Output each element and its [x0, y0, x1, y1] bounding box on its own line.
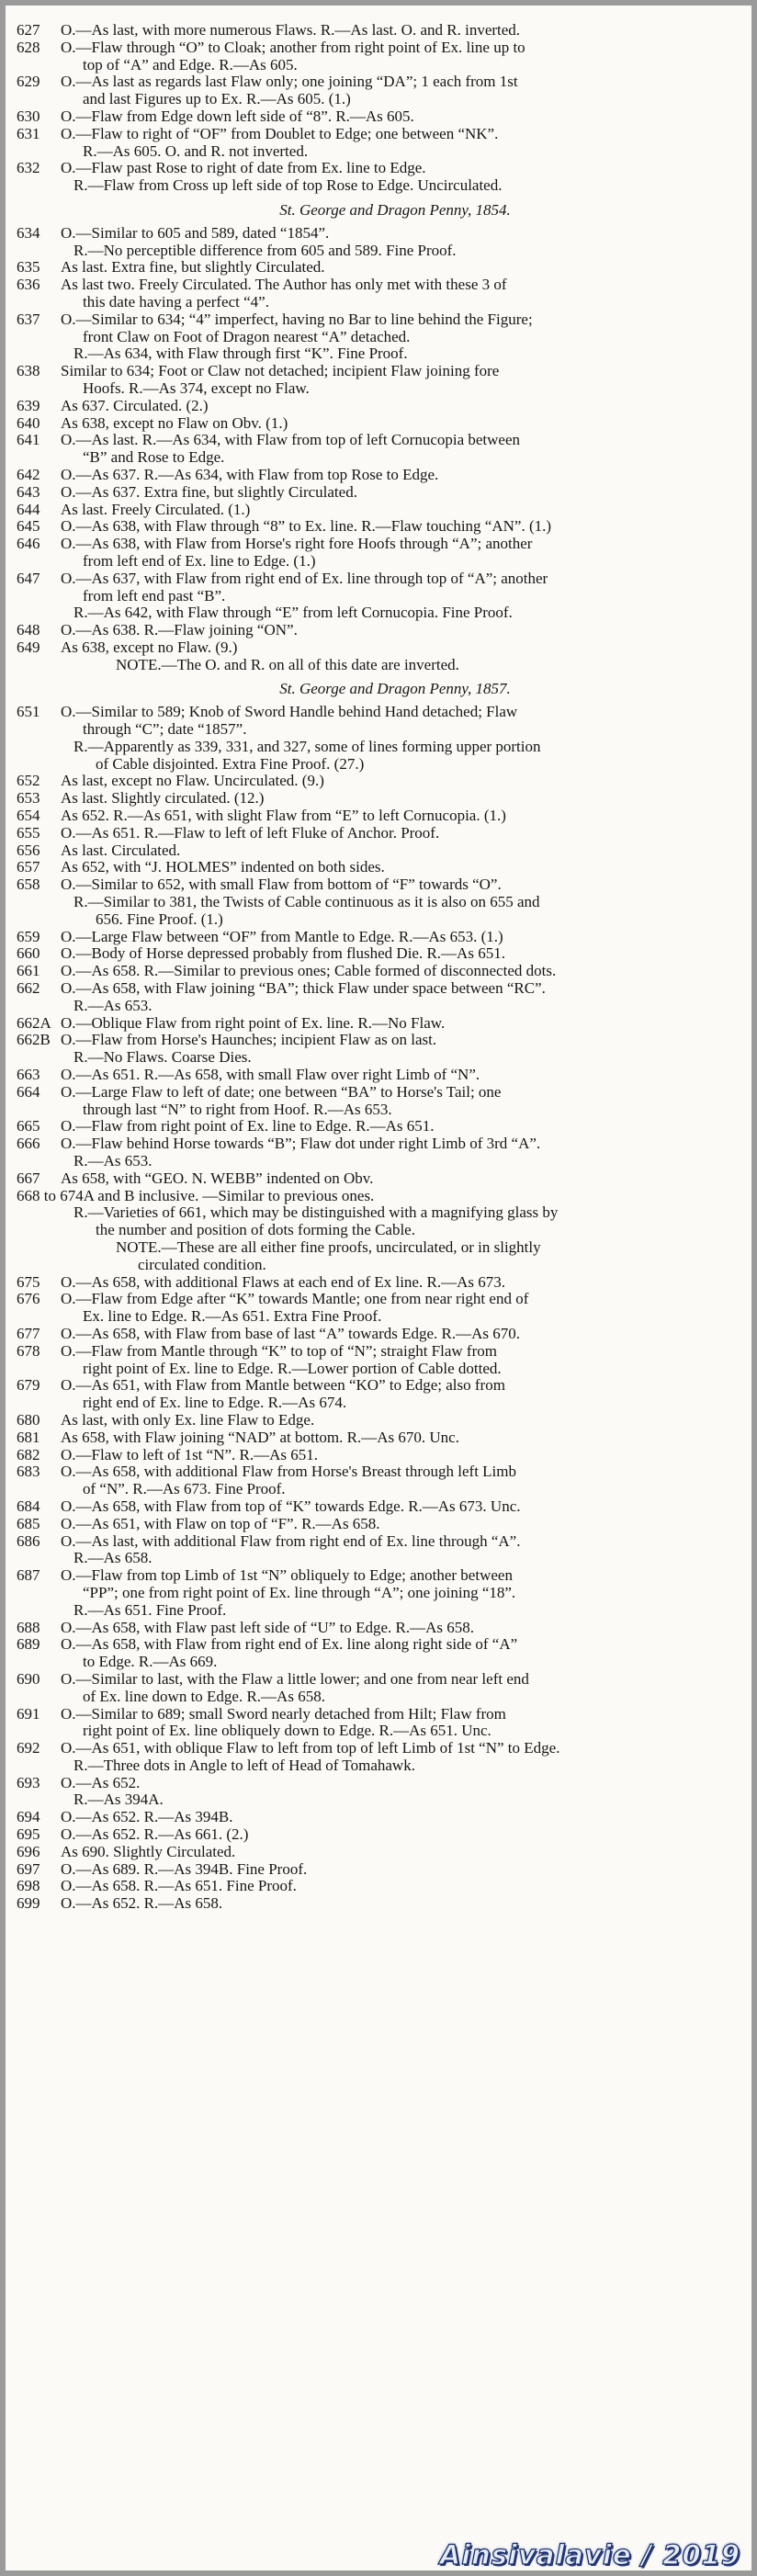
- entry-text-line: R.—No perceptible difference from 605 and 589. Fine Proof.: [73, 241, 457, 259]
- entry-number: 647: [17, 569, 40, 587]
- entry-text-line: O.—As last. R.—As 634, with Flaw from top of left Cornucopia between: [61, 431, 521, 449]
- entry-continuation: [17, 1757, 737, 1775]
- catalogue-entry: [17, 1775, 737, 1792]
- entry-number: 666: [17, 1135, 40, 1153]
- catalogue-entry: [17, 1084, 737, 1119]
- catalogue-entry: [17, 484, 737, 502]
- entry-number: 696: [17, 1842, 40, 1860]
- catalogue-entry: [17, 1326, 737, 1343]
- entry-number: 661: [17, 962, 40, 980]
- catalogue-entry: [17, 225, 737, 243]
- entry-text-line: Ex. line to Edge. R.—As 651. Extra Fine Proof.: [83, 1307, 382, 1326]
- catalogue-entry: [17, 571, 737, 605]
- entry-number: 654: [17, 807, 40, 825]
- entry-number: 646: [17, 535, 40, 553]
- entry-continuation: [17, 345, 737, 363]
- entry-text-line: O.—As last, with more numerous Flaws. R.—As last. O. and R. inverted.: [61, 21, 521, 39]
- entry-continuation: [17, 998, 737, 1015]
- entry-number: 692: [17, 1739, 40, 1757]
- entry-number: 678: [17, 1341, 40, 1360]
- entry-number: 699: [17, 1894, 40, 1913]
- entry-number: 656: [17, 841, 40, 859]
- entry-number: 642: [17, 465, 40, 483]
- entry-number: 663: [17, 1066, 40, 1084]
- entry-number: 631: [17, 124, 40, 142]
- entry-text-line: As 652, with “J. HOLMES” indented on both sides.: [61, 858, 385, 876]
- catalogue-entry: [17, 1343, 737, 1378]
- entry-text-line: through last “N” to right from Hoof. R.—As 653.: [83, 1100, 392, 1118]
- entry-text-line: R.—As 634, with Flaw through first “K”. Fine Proof.: [73, 345, 408, 363]
- entry-number: 677: [17, 1324, 40, 1342]
- catalogue-entry: [17, 108, 737, 126]
- entry-text-line: O.—As 658. R.—Similar to previous ones; Cable formed of disconnected dots.: [61, 962, 557, 980]
- entry-text-line: O.—As last as regards last Flaw only; one joining “DA”; 1 each from 1st: [61, 73, 518, 91]
- entry-number: 676: [17, 1290, 40, 1308]
- entry-text-line: O.—As 638, with Flaw from Horse's right fore Hoofs through “A”; another: [61, 535, 533, 553]
- catalogue-entry: [17, 1636, 737, 1671]
- catalogue-entry: [17, 1620, 737, 1637]
- entry-text-line: of Ex. line down to Edge. R.—As 658.: [83, 1687, 325, 1705]
- entry-number: 695: [17, 1825, 40, 1844]
- catalogue-entry: [17, 518, 737, 536]
- entry-number: 688: [17, 1618, 40, 1636]
- entry-text-line: As last two. Freely Circulated. The Author has only met with these 3 of: [61, 276, 507, 294]
- entry-continuation: [17, 1049, 737, 1067]
- entry-text-line: “PP”; one from right point of Ex. line through “A”; one joining “18”.: [83, 1583, 516, 1601]
- catalogue-entry: [17, 1135, 737, 1153]
- entry-text-line: As 638, except no Flaw on Obv. (1.): [61, 413, 288, 432]
- catalogue-entry: [17, 1809, 737, 1826]
- entry-continuation: [17, 243, 737, 260]
- entry-number: 653: [17, 789, 40, 808]
- catalogue-entry: [17, 1826, 737, 1844]
- catalogue-entry: [17, 980, 737, 998]
- entry-text-line: O.—Flaw past Rose to right of date from Ex. line to Edge.: [61, 159, 426, 177]
- entry-text-line: right point of Ex. line obliquely down to Edge. R.—As 651. Unc.: [83, 1722, 491, 1740]
- entry-continuation: [17, 894, 737, 929]
- entry-text-line: of “N”. R.—As 673. Fine Proof.: [83, 1480, 286, 1498]
- catalogue-entry: [17, 929, 737, 946]
- entry-number: 628: [17, 38, 40, 56]
- entry-number: 660: [17, 944, 40, 963]
- catalogue-entry: [17, 1447, 737, 1464]
- catalogue-entry: [17, 790, 737, 808]
- entry-text-line: R.—Varieties of 661, which may be distinguished with a magnifying glass by: [73, 1203, 559, 1222]
- entry-text-line: O.—Flaw from Edge down left side of “8”. R.—As 605.: [61, 107, 414, 125]
- catalogue-entry: [17, 1188, 737, 1205]
- catalogue-entry: [17, 1740, 737, 1757]
- entry-text-line: R.—As 605. O. and R. not inverted.: [83, 141, 309, 160]
- entry-text-line: As last. Circulated.: [61, 841, 181, 859]
- entry-text-line: O.—As 652. R.—As 394B.: [61, 1808, 233, 1826]
- entry-text-line: R.—As 394A.: [73, 1791, 164, 1809]
- section-heading: St. George and Dragon Penny, 1857.: [279, 680, 511, 698]
- entry-text-line: R.—Similar to 381, the Twists of Cable continuous as it is also on 655 and: [73, 893, 540, 911]
- entry-text-line: —Similar to previous ones.: [202, 1186, 375, 1204]
- entry-text-line: O.—As 658, with Flaw from base of last “A” towards Edge. R.—As 670.: [61, 1324, 521, 1342]
- entry-number: 629: [17, 73, 40, 91]
- catalogue-entry: [17, 277, 737, 311]
- entry-text-line: R.—As 651. Fine Proof.: [73, 1600, 227, 1619]
- entry-text-line: O.—As 658, with Flaw from top of “K” towards Edge. R.—As 673. Unc.: [61, 1497, 521, 1515]
- entry-number: 683: [17, 1463, 40, 1481]
- entry-text-line: O.—As 651, with Flaw on top of “F”. R.—As 658.: [61, 1514, 380, 1532]
- entry-text-line: O.—As 689. R.—As 394B. Fine Proof.: [61, 1859, 308, 1878]
- catalogue-entry: [17, 1895, 737, 1913]
- entry-text-line: of Cable disjointed. Extra Fine Proof. (27.): [96, 754, 365, 773]
- entry-number: 667: [17, 1169, 40, 1187]
- entry-number: 644: [17, 500, 40, 518]
- entry-number: 662A: [17, 1013, 51, 1032]
- catalogue-entry: [17, 363, 737, 398]
- entry-number: 679: [17, 1376, 40, 1395]
- entry-continuation: [17, 177, 737, 195]
- entry-text-line: As 652. R.—As 651, with slight Flaw from “E” to left Cornucopia. (1.): [61, 807, 506, 825]
- watermark: Ainsivalavie / 2019: [439, 2539, 740, 2570]
- entry-number: 658: [17, 876, 40, 894]
- entry-text-line: As 658, with “GEO. N. WEBB” indented on Obv.: [61, 1169, 374, 1187]
- entry-number: 681: [17, 1428, 40, 1446]
- catalogue-entry: [17, 73, 737, 108]
- entry-number: 652: [17, 772, 40, 790]
- catalogue-entry: [17, 467, 737, 484]
- catalogue-entry: [17, 1567, 737, 1602]
- entry-text-line: O.—Large Flaw between “OF” from Mantle to Edge. R.—As 653. (1.): [61, 927, 503, 945]
- catalogue-entry: [17, 160, 737, 177]
- entry-text-line: O.—Similar to 589; Knob of Sword Handle behind Hand detached; Flaw: [61, 703, 518, 721]
- entry-continuation: [17, 1791, 737, 1809]
- entry-text-line: O.—Flaw from right point of Ex. line to Edge. R.—As 651.: [61, 1117, 435, 1135]
- catalogue-entry: [17, 704, 737, 739]
- entry-number: 636: [17, 276, 40, 294]
- entry-text-line: O.—Flaw from top Limb of 1st “N” obliquely to Edge; another between: [61, 1566, 513, 1585]
- entry-text-line: front Claw on Foot of Dragon nearest “A” detached.: [83, 327, 411, 345]
- catalogue-entry: [17, 1291, 737, 1326]
- entry-text-line: NOTE.—The O. and R. on all of this date are inverted.: [116, 655, 459, 673]
- entry-text-line: O.—Flaw to left of 1st “N”. R.—As 651.: [61, 1445, 319, 1463]
- entry-text-line: As 638, except no Flaw. (9.): [61, 638, 238, 656]
- catalogue-entry: [17, 1377, 737, 1412]
- entry-text-line: circulated condition.: [138, 1255, 266, 1273]
- entry-text-line: O.—As 658, with additional Flaw from Horse's Breast through left Limb: [61, 1463, 516, 1481]
- entry-text-line: O.—Similar to 689; small Sword nearly detached from Hilt; Flaw from: [61, 1704, 506, 1723]
- entry-number: 649: [17, 638, 40, 656]
- catalogue-entry: [17, 773, 737, 790]
- entry-continuation: [17, 739, 737, 774]
- note-text: [17, 1239, 737, 1274]
- entry-number: 687: [17, 1566, 40, 1585]
- entry-text-line: O.—As 658, with Flaw past left side of “U” to Edge. R.—As 658.: [61, 1618, 474, 1636]
- entry-number: 662B: [17, 1031, 51, 1049]
- entry-number: 645: [17, 517, 40, 536]
- entry-number: 639: [17, 396, 40, 414]
- catalogue-entry: [17, 502, 737, 519]
- entry-number: 657: [17, 858, 40, 876]
- entry-number: 697: [17, 1859, 40, 1878]
- entry-text-line: O.—As 638. R.—Flaw joining “ON”.: [61, 621, 298, 639]
- catalogue-entry: [17, 40, 737, 74]
- entry-number: 664: [17, 1082, 40, 1101]
- entry-text-line: O.—As 651. R.—Flaw to left of left Fluke of Anchor. Proof.: [61, 823, 440, 842]
- entry-text-line: O.—As 651, with oblique Flaw to left from top of left Limb of 1st “N” to Edge.: [61, 1739, 560, 1757]
- catalogue-entry: [17, 415, 737, 433]
- entry-number: 686: [17, 1531, 40, 1550]
- entry-number: 655: [17, 823, 40, 842]
- catalogue-entry: [17, 1118, 737, 1135]
- entry-number: 634: [17, 223, 40, 242]
- entry-text-line: O.—Large Flaw to left of date; one between “BA” to Horse's Tail; one: [61, 1082, 502, 1101]
- entry-text-line: R.—Apparently as 339, 331, and 327, some of lines forming upper portion: [73, 737, 541, 755]
- entry-text-line: from left end past “B”.: [83, 586, 226, 604]
- entry-text-line: from left end of Ex. line to Edge. (1.): [83, 551, 316, 570]
- catalogue-entry: [17, 859, 737, 876]
- entry-text-line: O.—Similar to 605 and 589, dated “1854”.: [61, 223, 330, 242]
- catalogue-entry: [17, 1015, 737, 1033]
- entry-text-line: As 658, with Flaw joining “NAD” at bottom. R.—As 670. Unc.: [61, 1428, 459, 1446]
- entry-number: 632: [17, 159, 40, 177]
- entry-text-line: O.—Similar to last, with the Flaw a little lower; and one from near left end: [61, 1669, 529, 1688]
- entry-continuation: [17, 1550, 737, 1567]
- entry-text-line: O.—Flaw from Horse's Haunches; incipient Flaw as on last.: [61, 1031, 437, 1049]
- entry-number: 640: [17, 413, 40, 432]
- entry-text-line: right point of Ex. line to Edge. R.—Lower portion of Cable dotted.: [83, 1359, 502, 1377]
- catalogue-entry: [17, 1274, 737, 1292]
- entry-number: 680: [17, 1410, 40, 1429]
- entry-number: 690: [17, 1669, 40, 1688]
- catalogue-entry: [17, 259, 737, 277]
- entry-text-line: As 690. Slightly Circulated.: [61, 1842, 236, 1860]
- entry-text-line: R.—Three dots in Angle to left of Head of Tomahawk.: [73, 1756, 415, 1774]
- entry-number: 668 to 674A and B inclusive.: [17, 1186, 199, 1204]
- entry-text-line: and last Figures up to Ex. R.—As 605. (1.): [83, 90, 351, 108]
- entry-text-line: through “C”; date “1857”.: [83, 720, 247, 739]
- catalogue-entry: [17, 1463, 737, 1498]
- entry-number: 662: [17, 979, 40, 998]
- entry-text-line: As last, with only Ex. line Flaw to Edge.: [61, 1410, 315, 1429]
- entry-text-line: this date having a perfect “4”.: [83, 292, 269, 311]
- catalogue-entry: [17, 1706, 737, 1741]
- entry-number: 684: [17, 1497, 40, 1515]
- entry-continuation: [17, 1204, 737, 1239]
- entry-number: 685: [17, 1514, 40, 1532]
- entry-continuation: [17, 604, 737, 622]
- entry-continuation: [17, 1602, 737, 1620]
- entry-number: 651: [17, 703, 40, 721]
- entry-text-line: O.—As 652.: [61, 1773, 141, 1791]
- catalogue-entry: [17, 432, 737, 467]
- catalogue-entry: [17, 398, 737, 415]
- catalogue-entry: [17, 825, 737, 842]
- entry-text-line: R.—As 653.: [73, 996, 153, 1014]
- catalogue-entry: [17, 1861, 737, 1879]
- catalogue-entry: [17, 808, 737, 825]
- catalogue-entry: [17, 842, 737, 860]
- catalogue-entry: [17, 22, 737, 40]
- entry-text-line: As last. Freely Circulated. (1.): [61, 500, 251, 518]
- catalogue-entry: [17, 1533, 737, 1551]
- catalogue-entry: [17, 1412, 737, 1429]
- entry-text-line: Similar to 634; Foot or Claw not detached; incipient Flaw joining fore: [61, 362, 500, 380]
- catalogue-entry: [17, 1170, 737, 1188]
- entry-text-line: O.—As last, with additional Flaw from right end of Ex. line through “A”.: [61, 1531, 521, 1550]
- entry-text-line: R.—Flaw from Cross up left side of top Rose to Edge. Uncirculated.: [73, 176, 503, 195]
- entry-number: 665: [17, 1117, 40, 1135]
- entry-text-line: O.—As 638, with Flaw through “8” to Ex. line. R.—Flaw touching “AN”. (1.): [61, 517, 552, 536]
- entry-text-line: O.—As 651, with Flaw from Mantle between “KO” to Edge; also from: [61, 1376, 505, 1395]
- entry-text-line: “B” and Rose to Edge.: [83, 448, 225, 467]
- entry-text-line: O.—Body of Horse depressed probably from flushed Die. R.—As 651.: [61, 944, 505, 963]
- catalogue-entry: [17, 639, 737, 657]
- entry-text-line: O.—Similar to 652, with small Flaw from bottom of “F” towards “O”.: [61, 876, 502, 894]
- entry-text-line: O.—As 658, with Flaw from right end of Ex. line along right side of “A”: [61, 1635, 518, 1654]
- entry-text-line: O.—Flaw from Mantle through “K” to top of “N”; straight Flaw from: [61, 1341, 497, 1360]
- entry-number: 630: [17, 107, 40, 125]
- catalogue-entry: [17, 1516, 737, 1533]
- entry-number: 698: [17, 1877, 40, 1895]
- entry-text-line: O.—Similar to 634; “4” imperfect, having no Bar to line behind the Figure;: [61, 310, 533, 328]
- catalogue-entry: [17, 1067, 737, 1084]
- entry-number: 637: [17, 310, 40, 328]
- catalogue-entry: [17, 1429, 737, 1447]
- entry-number: 691: [17, 1704, 40, 1723]
- catalogue-entry: [17, 536, 737, 571]
- entry-text-line: As last. Extra fine, but slightly Circulated.: [61, 258, 325, 277]
- entry-number: 682: [17, 1445, 40, 1463]
- entry-text-line: right end of Ex. line to Edge. R.—As 674.: [83, 1394, 347, 1412]
- entry-text-line: O.—As 651. R.—As 658, with small Flaw over right Limb of “N”.: [61, 1066, 480, 1084]
- catalogue-entry: [17, 126, 737, 161]
- entry-text-line: O.—Oblique Flaw from right point of Ex. line. R.—No Flaw.: [61, 1013, 446, 1032]
- entry-text-line: O.—Flaw behind Horse towards “B”; Flaw dot under right Limb of 3rd “A”.: [61, 1135, 541, 1153]
- entry-text-line: R.—As 658.: [73, 1549, 153, 1567]
- entry-text-line: As last, except no Flaw. Uncirculated. (9.): [61, 772, 324, 790]
- entry-text-line: O.—As 658, with additional Flaws at each end of Ex line. R.—As 673.: [61, 1272, 505, 1291]
- catalogue-page: [6, 6, 751, 2570]
- entry-number: 693: [17, 1773, 40, 1791]
- catalogue-entry: [17, 1498, 737, 1516]
- entry-text-line: As last. Slightly circulated. (12.): [61, 789, 265, 808]
- entry-text-line: O.—As 652. R.—As 658.: [61, 1894, 223, 1913]
- entry-text-line: the number and position of dots forming the Cable.: [96, 1221, 415, 1239]
- catalogue-entry: [17, 1032, 737, 1049]
- note-text: [17, 657, 737, 674]
- entry-number: 675: [17, 1272, 40, 1291]
- entry-text-line: R.—No Flaws. Coarse Dies.: [73, 1048, 252, 1067]
- entry-number: 635: [17, 258, 40, 277]
- entry-text-line: O.—Flaw from Edge after “K” towards Mantle; one from near right end of: [61, 1290, 529, 1308]
- entry-text-line: As 637. Circulated. (2.): [61, 396, 209, 414]
- entry-number: 627: [17, 21, 40, 39]
- catalogue-entry: [17, 1844, 737, 1861]
- entry-text-line: O.—As 658, with Flaw joining “BA”; thick Flaw under space between “RC”.: [61, 979, 546, 998]
- entry-continuation: [17, 1153, 737, 1170]
- entry-text-line: O.—As 658. R.—As 651. Fine Proof.: [61, 1877, 297, 1895]
- catalogue-entry: [17, 622, 737, 639]
- catalogue-entry: [17, 311, 737, 346]
- entry-number: 641: [17, 431, 40, 449]
- entry-text-line: O.—Flaw through “O” to Cloak; another from right point of Ex. line up to: [61, 38, 525, 56]
- entry-text-line: top of “A” and Edge. R.—As 605.: [83, 55, 298, 73]
- entry-text-line: 656. Fine Proof. (1.): [96, 910, 223, 928]
- entry-text-line: O.—Flaw to right of “OF” from Doublet to Edge; one between “NK”.: [61, 124, 499, 142]
- catalogue-entry: [17, 1878, 737, 1895]
- entry-text-line: NOTE.—These are all either fine proofs, uncirculated, or in slightly: [116, 1237, 541, 1256]
- entry-number: 659: [17, 927, 40, 945]
- entry-text-line: O.—As 652. R.—As 661. (2.): [61, 1825, 249, 1844]
- entry-number: 648: [17, 621, 40, 639]
- entry-number: 694: [17, 1808, 40, 1826]
- catalogue-entry: [17, 963, 737, 980]
- entry-text-line: Hoofs. R.—As 374, except no Flaw.: [83, 378, 310, 397]
- section-heading: St. George and Dragon Penny, 1854.: [279, 200, 511, 219]
- catalogue-entry: [17, 876, 737, 894]
- catalogue-entry: [17, 1671, 737, 1706]
- entry-text-line: R.—As 642, with Flaw through “E” from left Cornucopia. Fine Proof.: [73, 604, 513, 622]
- entry-text-line: to Edge. R.—As 669.: [83, 1653, 218, 1671]
- entry-text-line: O.—As 637. R.—As 634, with Flaw from top Rose to Edge.: [61, 465, 439, 483]
- entry-text-line: R.—As 653.: [73, 1152, 153, 1169]
- entry-text-line: O.—As 637, with Flaw from right end of Ex. line through top of “A”; another: [61, 569, 548, 587]
- catalogue-entry: [17, 945, 737, 963]
- entry-number: 638: [17, 362, 40, 380]
- entry-text-line: O.—As 637. Extra fine, but slightly Circulated.: [61, 482, 357, 501]
- entry-number: 689: [17, 1635, 40, 1654]
- entry-number: 643: [17, 482, 40, 501]
